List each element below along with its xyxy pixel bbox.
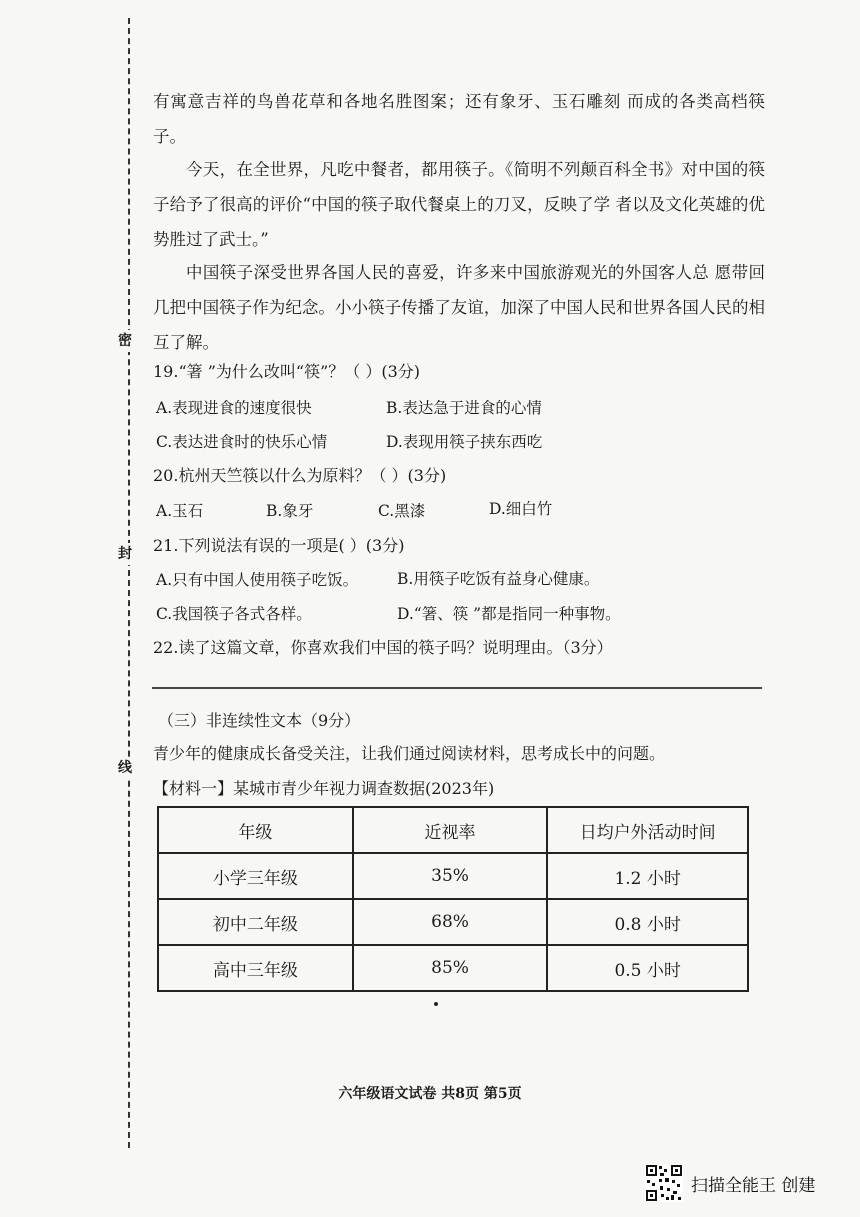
table-cell-time: 0.8 小时 (547, 899, 748, 945)
table-cell-rate: 35% (353, 853, 548, 899)
material-1-title: 【材料一】某城市青少年视力调查数据(2023年) (153, 779, 495, 798)
q21-option-d: D.“箸、筷 ”都是指同一种事物。 (397, 605, 621, 623)
table-row (158, 899, 748, 945)
table-header-myopia-rate: 近视率 (353, 807, 548, 853)
q19-option-b: B.表达急于进食的心情 (386, 399, 542, 417)
watermark-text: 扫描全能王 创建 (691, 1175, 816, 1196)
section-3-intro: 青少年的健康成长备受关注，让我们通过阅读材料，思考成长中的问题。 (153, 744, 666, 763)
section-3-heading: （三）非连续性文本（9分） (158, 711, 361, 730)
q21-option-a: A.只有中国人使用筷子吃饭。 (156, 571, 359, 589)
question-22: 22.读了这篇文章，你喜欢我们中国的筷子吗？说明理由。（3分） (153, 638, 613, 657)
qr-code-icon (645, 1164, 683, 1202)
q21-option-c: C.我国筷子各式各样。 (156, 605, 312, 623)
answer-area-divider (152, 687, 762, 689)
seal-mark-mi: 密 (118, 330, 132, 352)
table-header-outdoor-time: 日均户外活动时间 (547, 807, 748, 853)
seal-mark-feng: 封 (118, 543, 132, 565)
q20-option-c: C.黑漆 (378, 502, 426, 520)
page-footer: 六年级语文试卷 共8页 第5页 (338, 1086, 522, 1102)
seal-mark-xian: 线 (118, 757, 132, 779)
vision-survey-table (157, 806, 749, 992)
binding-dashed-line (128, 18, 130, 1148)
q20-option-a: A.玉石 (156, 502, 204, 520)
table-cell-rate: 85% (353, 945, 548, 991)
scanner-watermark (645, 1163, 815, 1203)
q21-option-b: B.用筷子吃饭有益身心健康。 (397, 570, 600, 588)
table-row (158, 853, 748, 899)
table-cell-grade: 初中二年级 (158, 899, 353, 945)
passage-paragraph-3: 中国筷子深受世界各国人民的喜爱，许多来中国旅游观光的外国客人总 愿带回几把中国筷子作为纪念。小小筷子传播了友谊，加深了中国人民和世界各国人民的相互了解。 (153, 263, 765, 352)
passage-paragraph-1: 有寓意吉祥的鸟兽花草和各地名胜图案；还有象牙、玉石雕刻 而成的各类高档筷子。 (153, 92, 765, 146)
question-21: 21.下列说法有误的一项是( ）(3分) (153, 536, 405, 555)
q19-option-d: D.表现用筷子挟东西吃 (386, 433, 543, 451)
table-cell-time: 1.2 小时 (547, 853, 748, 899)
table-row (158, 945, 748, 991)
table-cell-grade: 高中三年级 (158, 945, 353, 991)
table-header-row (158, 807, 748, 853)
table-cell-time: 0.5 小时 (547, 945, 748, 991)
q19-option-a: A.表现进食的速度很快 (156, 399, 312, 417)
q20-option-d: D.细白竹 (489, 500, 553, 518)
q20-option-b: B.象牙 (266, 502, 314, 520)
question-19: 19.“箸 ”为什么改叫“筷”？（ ）(3分) (153, 362, 421, 381)
ink-dot (434, 1002, 438, 1006)
table-cell-grade: 小学三年级 (158, 853, 353, 899)
question-20: 20.杭州天竺筷以什么为原料？（ ）(3分) (153, 466, 447, 485)
q19-option-c: C.表达进食时的快乐心情 (156, 433, 328, 451)
table-header-grade: 年级 (158, 807, 353, 853)
table-cell-rate: 68% (353, 899, 548, 945)
passage-paragraph-2: 今天，在全世界，凡吃中餐者，都用筷子。《简明不列颠百科全书》对中国的筷子给予了很高的评价“中国的筷子取代餐桌上的刀叉，反映了学 者以及文化英雄的优势胜过了武士。” (153, 160, 765, 249)
